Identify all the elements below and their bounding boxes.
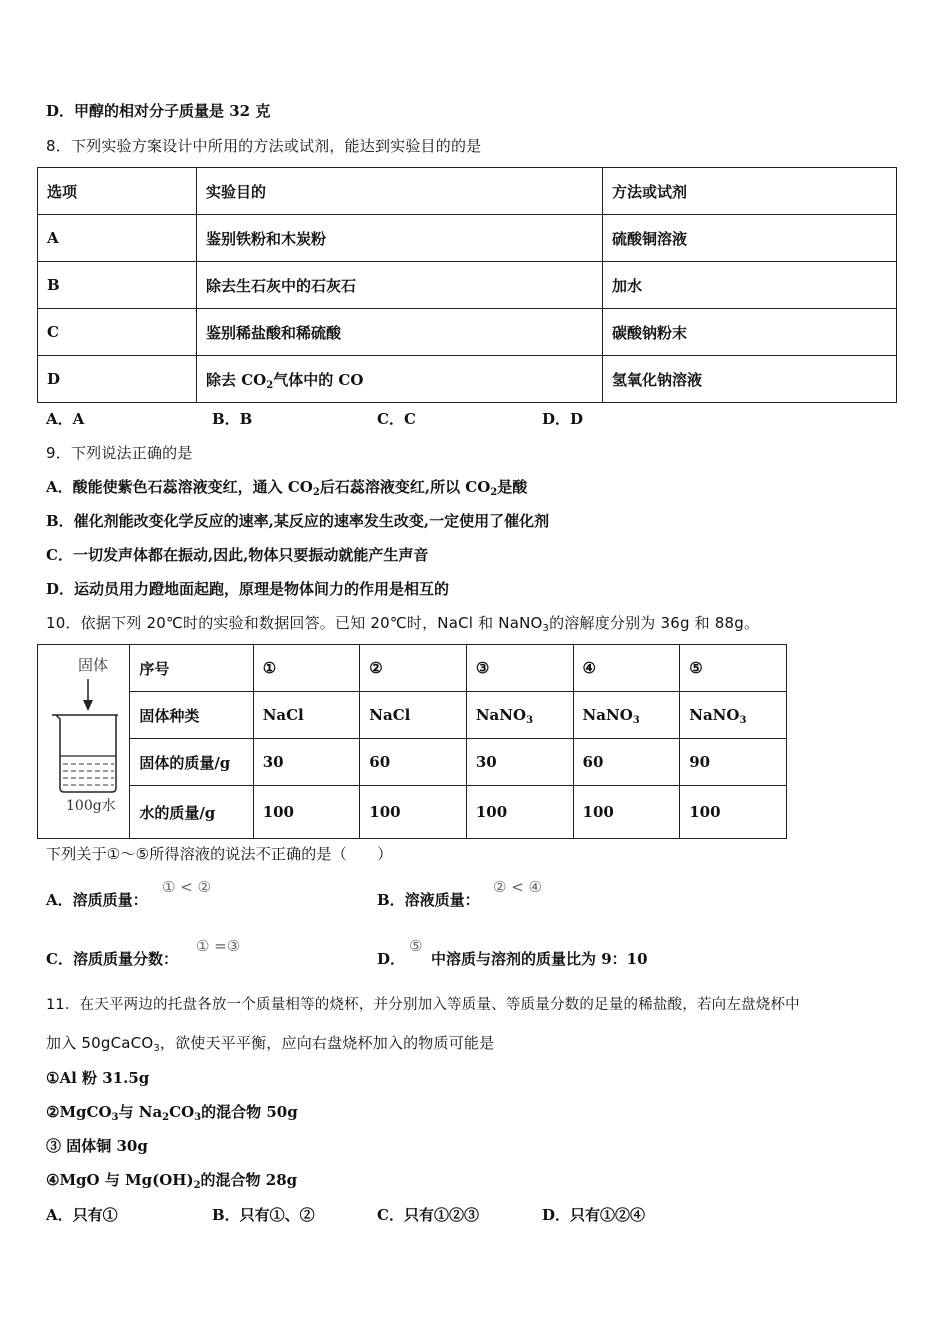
cell-water: 100 xyxy=(253,786,360,839)
q8-choice-c[interactable]: C．C xyxy=(377,410,416,428)
q10-option-b-expr: ② < ④ xyxy=(493,878,542,896)
subscript: 2 xyxy=(490,487,498,498)
subscript: 3 xyxy=(542,623,550,634)
cell-purpose xyxy=(197,356,603,403)
q11-item-4 xyxy=(46,1170,297,1190)
text: 除去 CO xyxy=(206,370,267,389)
subscript: 2 xyxy=(193,1180,201,1191)
header-purpose: 实验目的 xyxy=(197,168,603,215)
text: 是酸 xyxy=(497,478,528,496)
col-id: ⑤ xyxy=(680,645,787,692)
cell-solid xyxy=(360,692,467,739)
text: NaNO xyxy=(689,706,740,724)
text: ④MgO 与 Mg(OH) xyxy=(46,1171,194,1189)
subscript: 3 xyxy=(194,1112,202,1123)
cell-solid xyxy=(253,692,360,739)
subscript: 3 xyxy=(632,715,640,726)
text: ②MgCO xyxy=(46,1103,112,1121)
q8-choice-a[interactable]: A．A xyxy=(46,410,85,428)
cell-method: 加水 xyxy=(603,262,897,309)
text: NaCl xyxy=(369,706,411,724)
q9-option-a[interactable] xyxy=(46,477,527,497)
cell-method: 硫酸铜溶液 xyxy=(603,215,897,262)
col-id: ② xyxy=(360,645,467,692)
cell-option: C xyxy=(38,309,197,356)
row-label-id: 序号 xyxy=(130,645,253,692)
q11-stem-line1: 11．在天平两边的托盘各放一个质量相等的烧杯，并分别加入等质量、等质量分数的足量的稀盐酸，若向左盘烧杯中 xyxy=(46,997,800,1013)
text: NaNO xyxy=(582,706,633,724)
subscript: 3 xyxy=(739,715,747,726)
cell-solid xyxy=(573,692,680,739)
text: 后石蕊溶液变红,所以 CO xyxy=(319,478,491,496)
q11-choice-b[interactable]: B．只有①、② xyxy=(212,1206,315,1224)
text: A．酸能使紫色石蕊溶液变红，通入 CO xyxy=(46,478,313,496)
cell-method: 氢氧化钠溶液 xyxy=(603,356,897,403)
q10-option-d-expr: ⑤ xyxy=(409,937,423,955)
cell-purpose: 除去生石灰中的石灰石 xyxy=(197,262,603,309)
q8-choice-d[interactable]: D．D xyxy=(542,410,584,428)
cell-mass: 60 xyxy=(573,739,680,786)
q8-choice-b[interactable]: B．B xyxy=(212,410,253,428)
cell-water: 100 xyxy=(360,786,467,839)
q10-option-c[interactable]: C．溶质质量分数： xyxy=(46,950,178,968)
table-row-water xyxy=(38,786,787,839)
cell-mass: 60 xyxy=(360,739,467,786)
q10-table xyxy=(37,644,787,839)
figure-bottom-label: 100g水 xyxy=(66,798,116,814)
header-option: 选项 xyxy=(38,168,197,215)
text: 与 Na xyxy=(118,1103,163,1121)
q9-stem: 9．下列说法正确的是 xyxy=(46,444,193,462)
text: 气体中的 CO xyxy=(273,370,364,389)
table-row-id xyxy=(38,645,787,692)
cell-solid xyxy=(680,692,787,739)
q11-item-1: ①Al 粉 31.5g xyxy=(46,1069,150,1087)
q8-stem: 8．下列实验方案设计中所用的方法或试剂，能达到实验目的的是 xyxy=(46,137,482,155)
table-row xyxy=(38,262,897,309)
subscript: 2 xyxy=(266,379,274,391)
text: 加入 50gCaCO xyxy=(46,1034,154,1052)
q11-choice-c[interactable]: C．只有①②③ xyxy=(377,1206,479,1224)
cell-mass: 30 xyxy=(253,739,360,786)
subscript: 2 xyxy=(162,1112,170,1123)
q9-option-d[interactable]: D．运动员用力蹬地面起跑，原理是物体间力的作用是相互的 xyxy=(46,580,450,598)
q10-question: 下列关于①～⑤所得溶液的说法不正确的是（ ） xyxy=(46,845,393,863)
q7-option-d: D．甲醇的相对分子质量是 32 克 xyxy=(46,102,271,120)
cell-option: A xyxy=(38,215,197,262)
table-row xyxy=(38,215,897,262)
cell-mass: 30 xyxy=(466,739,573,786)
q10-stem xyxy=(46,613,759,633)
q11-choice-a[interactable]: A．只有① xyxy=(46,1206,118,1224)
q10-option-d-text: 中溶质与溶剂的质量比为 9：10 xyxy=(431,950,648,968)
cell-solid xyxy=(466,692,573,739)
q11-item-2 xyxy=(46,1102,298,1122)
q11-item-3: ③ 固体铜 30g xyxy=(46,1137,148,1155)
row-label-mass: 固体的质量/g xyxy=(130,739,253,786)
row-label-water: 水的质量/g xyxy=(130,786,253,839)
cell-water: 100 xyxy=(573,786,680,839)
q8-table xyxy=(37,167,897,403)
cell-purpose: 鉴别稀盐酸和稀硫酸 xyxy=(197,309,603,356)
text: 的混合物 50g xyxy=(201,1103,298,1121)
text: CO xyxy=(169,1103,195,1121)
cell-purpose: 鉴别铁粉和木炭粉 xyxy=(197,215,603,262)
header-method: 方法或试剂 xyxy=(603,168,897,215)
text: NaCl xyxy=(262,706,304,724)
cell-option: D xyxy=(38,356,197,403)
cell-water: 100 xyxy=(680,786,787,839)
text: ，欲使天平平衡，应向右盘烧杯加入的物质可能是 xyxy=(159,1034,495,1052)
row-label-solid: 固体种类 xyxy=(130,692,253,739)
q10-option-b[interactable]: B．溶液质量： xyxy=(377,891,480,909)
beaker-figure-cell xyxy=(38,645,130,839)
subscript: 3 xyxy=(111,1112,119,1123)
q9-option-c[interactable]: C．一切发声体都在振动,因此,物体只要振动就能产生声音 xyxy=(46,546,429,564)
col-id: ① xyxy=(253,645,360,692)
table-row xyxy=(38,309,897,356)
cell-option: B xyxy=(38,262,197,309)
col-id: ④ xyxy=(573,645,680,692)
subscript: 2 xyxy=(312,487,320,498)
q11-stem-line2 xyxy=(46,1033,494,1053)
figure-top-label: 固体 xyxy=(78,656,109,674)
q10-option-a[interactable]: A．溶质质量： xyxy=(46,891,148,909)
table-row-solid xyxy=(38,692,787,739)
subscript: 3 xyxy=(153,1043,160,1054)
q9-option-b[interactable]: B．催化剂能改变化学反应的速率,某反应的速率发生改变,一定使用了催化剂 xyxy=(46,512,550,530)
text: 的混合物 28g xyxy=(200,1171,298,1189)
cell-method: 碳酸钠粉末 xyxy=(603,309,897,356)
beaker-figure xyxy=(38,645,130,841)
text: 10．依据下列 20℃时的实验和数据回答。已知 20℃时，NaCl 和 NaNO xyxy=(46,614,543,632)
q10-option-a-expr: ① < ② xyxy=(162,878,211,896)
q10-option-d[interactable]: D． xyxy=(377,950,406,968)
col-id: ③ xyxy=(466,645,573,692)
subscript: 3 xyxy=(526,715,534,726)
table-row-mass xyxy=(38,739,787,786)
q10-option-c-expr: ① =③ xyxy=(196,937,241,955)
table-row xyxy=(38,356,897,403)
q11-choice-d[interactable]: D．只有①②④ xyxy=(542,1206,646,1224)
text: NaNO xyxy=(475,706,527,724)
cell-mass: 90 xyxy=(680,739,787,786)
table-header-row xyxy=(38,168,897,215)
cell-water: 100 xyxy=(466,786,573,839)
text: 的溶解度分别为 36g 和 88g。 xyxy=(549,614,760,632)
